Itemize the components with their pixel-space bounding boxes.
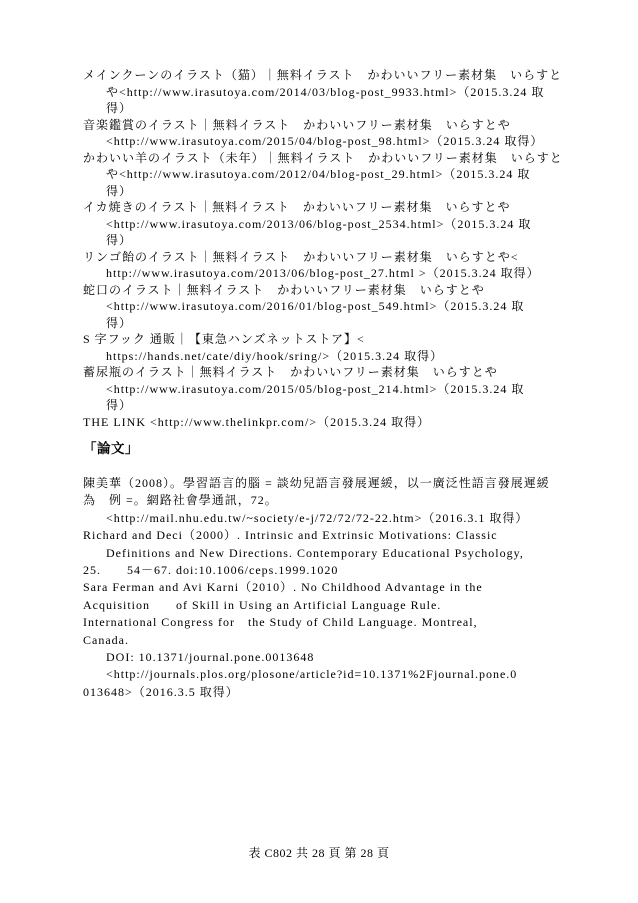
reference-line: 得） [106, 315, 133, 330]
reference-sheep-illustration [83, 150, 623, 200]
reference-line: や<http://www.irasutoya.com/2014/03/blog-post_9933.html>（2015.3.24 取 [106, 84, 545, 99]
reference-line: 013648>（2016.3.5 取得） [83, 684, 239, 699]
reference-line: <http://mail.nhu.edu.tw/~society/e-j/72/72/72-22.htm>（2016.3.1 取得） [106, 510, 529, 525]
reference-line: Richard and Deci（2000）. Intrinsic and Extrinsic Motivations: Classic [83, 528, 498, 543]
reference-line: 陳美華（2008）。學習語言的腦 = 談幼兒語言發展遲緩，以一廣泛性語言發展遲緩 [83, 476, 550, 490]
reference-line: <http://journals.plos.org/plosone/article?id=10.1371%2Fjournal.pone.0 [106, 667, 518, 682]
reference-line: <http://www.irasutoya.com/2016/01/blog-post_549.html>（2015.3.24 取 [106, 299, 525, 313]
reference-line: 得） [106, 233, 133, 247]
reference-line: <http://www.irasutoya.com/2015/05/blog-post_214.html>（2015.3.24 取 [106, 381, 525, 396]
reference-line: Acquisition of Skill in Using an Artificial Language Rule. [83, 597, 442, 612]
reference-maine-coon-illustration [83, 67, 623, 117]
reference-line: や<http://www.irasutoya.com/2012/04/blog-post_29.html>（2015.3.24 取 [106, 167, 531, 181]
reference-music-appreciation-illustration [83, 117, 623, 150]
reference-line: メインクーンのイラスト（猫）｜無料イラスト かわいいフリー素材集 いらすと [83, 68, 563, 82]
reference-s-hook-tokyu-hands [83, 331, 623, 364]
reference-line: 蛇口のイラスト｜無料イラスト かわいいフリー素材集 いらすとや [83, 282, 485, 297]
reference-line: http://www.irasutoya.com/2013/06/blog-post_27.html >（2015.3.24 取得） [106, 266, 540, 280]
reference-line: リンゴ飴のイラスト｜無料イラスト かわいいフリー素材集 いらすとや< [83, 249, 519, 264]
reference-line: イカ焼きのイラスト｜無料イラスト かわいいフリー素材集 いらすとや [83, 200, 511, 214]
reference-line: 得） [106, 101, 133, 115]
web-references-list [83, 67, 623, 430]
reference-line: DOI: 10.1371/journal.pone.0013648 [106, 649, 315, 664]
reference-line: 為 例 =。網路社會學通訊，72。 [83, 493, 278, 508]
reference-candy-apple-illustration [83, 249, 623, 282]
reference-richard-deci-2000 [83, 527, 623, 579]
page-footer: 表 C802 共 28 頁 第 28 頁 [248, 846, 390, 860]
reference-line: THE LINK <http://www.thelinkpr.com/>（2015.3.24 取得） [83, 414, 431, 429]
reference-line: かわいい羊のイラスト（未年）｜無料イラスト かわいいフリー素材集 いらすと [83, 150, 563, 165]
reference-line: S 字フック 通販｜【東急ハンズネットストア】< [83, 332, 365, 346]
reference-line: International Congress for the Study of Child Language. Montreal, [83, 615, 478, 630]
reference-urine-bottle-illustration [83, 364, 623, 414]
reference-line: <http://www.irasutoya.com/2015/04/blog-post_98.html>（2015.3.24 取得） [106, 134, 544, 148]
reference-line: 蓄尿瓶のイラスト｜無料イラスト かわいいフリー素材集 いらすとや [83, 365, 498, 379]
reference-line: 25. 54－67. doi:10.1006/ceps.1999.1020 [83, 562, 339, 577]
reference-line: <http://www.irasutoya.com/2013/06/blog-post_2534.html>（2015.3.24 取 [106, 216, 532, 231]
reference-chen-meihua-2008 [83, 475, 623, 527]
reference-line: 得） [106, 398, 133, 412]
papers-section-heading: 「論文」 [83, 441, 139, 456]
reference-line: 得） [106, 183, 133, 198]
paper-references-list [83, 475, 623, 701]
reference-the-link [83, 414, 623, 431]
reference-line: 音楽鑑賞のイラスト｜無料イラスト かわいいフリー素材集 いらすとや [83, 117, 511, 132]
reference-ferman-karni-2010 [83, 579, 623, 701]
reference-line: Sara Ferman and Avi Karni（2010）. No Childhood Advantage in the [83, 580, 483, 595]
reference-line: https://hands.net/cate/diy/hook/sring/>（2015.3.24 取得） [106, 348, 444, 363]
reference-grilled-squid-illustration [83, 199, 623, 249]
reference-line: Definitions and New Directions. Contemporary Educational Psychology, [106, 545, 524, 560]
reference-faucet-illustration [83, 282, 623, 332]
reference-line: Canada. [83, 632, 129, 647]
